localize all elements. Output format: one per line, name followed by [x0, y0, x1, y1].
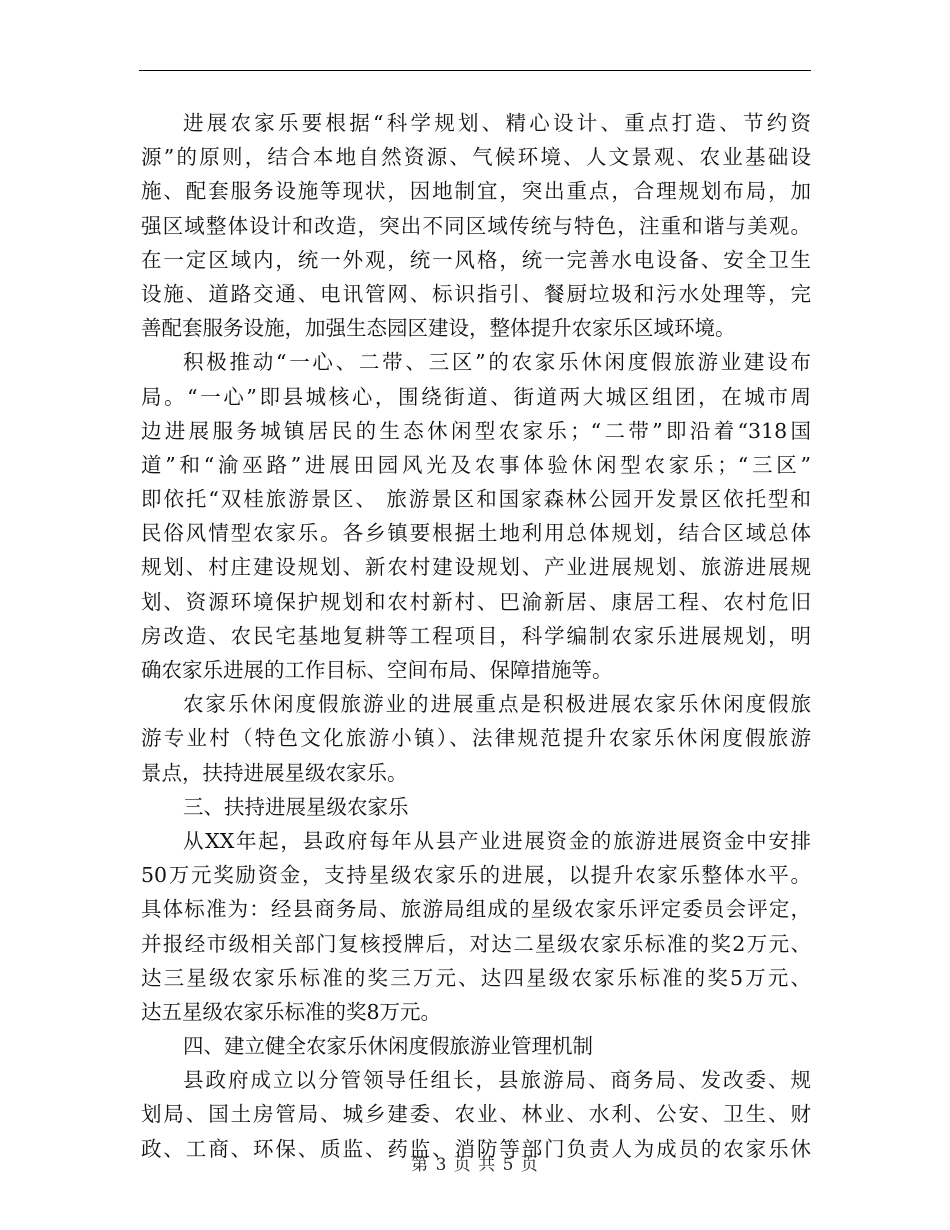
text-line: 三、扶持进展星级农家乐 [183, 794, 409, 819]
text-line: 房改造、农民宅基地复耕等工程项目，科学编制农家乐进展规划，明 [141, 623, 811, 648]
text-line: 四、建立健全农家乐休闲度假旅游业管理机制 [183, 1034, 593, 1059]
text-line: 划、资源环境保护规划和农村新村、巴渝新居、康居工程、农村危旧 [141, 589, 811, 614]
text-line: 政、工商、环保、质监、药监、消防等部门负责人为成员的农家乐休 [141, 1136, 811, 1161]
text-line: 农家乐休闲度假旅游业的进展重点是积极进展农家乐休闲度假旅 [183, 692, 811, 717]
page-footer [0, 1153, 950, 1177]
text-line: 进展农家乐要根据“科学规划、精心设计、重点打造、节约资 [183, 111, 811, 135]
text-line: 道”和“渝巫路”进展田园风光及农事体验休闲型农家乐；“三区” [141, 452, 811, 477]
text-line: 县政府成立以分管领导任组长，县旅游局、商务局、发改委、规 [183, 1068, 811, 1093]
page-number: 第 3 页 共 5 页 [411, 1155, 539, 1175]
text-line: 并报经市级相关部门复核授牌后，对达二星级农家乐标准的奖2万元、 [141, 931, 811, 956]
text-line: 强区域整体设计和改造，突出不同区域传统与特色，注重和谐与美观。 [141, 213, 811, 238]
text-line: 规划、村庄建设规划、新农村建设规划、产业进展规划、旅游进展规 [141, 555, 811, 580]
text-line: 源”的原则，结合本地自然资源、气候环境、人文景观、农业基础设 [141, 145, 811, 170]
text-line: 即依托“双桂旅游景区、 旅游景区和国家森林公园开发景区依托型和 [141, 487, 811, 512]
text-line: 达三星级农家乐标准的奖三万元、达四星级农家乐标准的奖5万元、 [141, 965, 811, 990]
text-line: 在一定区域内，统一外观，统一风格，统一完善水电设备、安全卫生 [141, 247, 811, 272]
text-line: 局。“一心”即县城核心，围绕街道、街道两大城区组团，在城市周 [141, 384, 811, 409]
text-line: 50万元奖励资金，支持星级农家乐的进展，以提升农家乐整体水平。 [141, 863, 811, 888]
text-line: 确农家乐进展的工作目标、空间布局、保障措施等。 [141, 658, 613, 682]
header-rule [139, 70, 811, 71]
text-line: 划局、国土房管局、城乡建委、农业、林业、水利、公安、卫生、财 [141, 1102, 811, 1127]
text-line: 施、配套服务设施等现状，因地制宜，突出重点，合理规划布局，加 [141, 179, 811, 204]
text-line: 达五星级农家乐标准的奖8万元。 [141, 999, 442, 1024]
text-line: 积极推动“一心、二带、三区”的农家乐休闲度假旅游业建设布 [183, 350, 811, 375]
text-line: 具体标准为：经县商务局、旅游局组成的星级农家乐评定委员会评定， [141, 897, 811, 922]
text-line: 设施、道路交通、电讯管网、标识指引、餐厨垃圾和污水处理等，完 [141, 281, 811, 306]
text-line: 善配套服务设施，加强生态园区建设，整体提升农家乐区域环境。 [141, 316, 736, 341]
text-line: 边进展服务城镇居民的生态休闲型农家乐；“二带”即沿着“318国 [141, 418, 811, 443]
text-line: 景点，扶持进展星级农家乐。 [141, 760, 408, 785]
text-line: 从XX年起，县政府每年从县产业进展资金的旅游进展资金中安排 [183, 828, 811, 853]
text-line: 游专业村（特色文化旅游小镇）、法律规范提升农家乐休闲度假旅游 [141, 726, 811, 751]
text-line: 民俗风情型农家乐。各乡镇要根据土地利用总体规划，结合区域总体 [141, 521, 811, 546]
document-body [141, 106, 811, 1166]
